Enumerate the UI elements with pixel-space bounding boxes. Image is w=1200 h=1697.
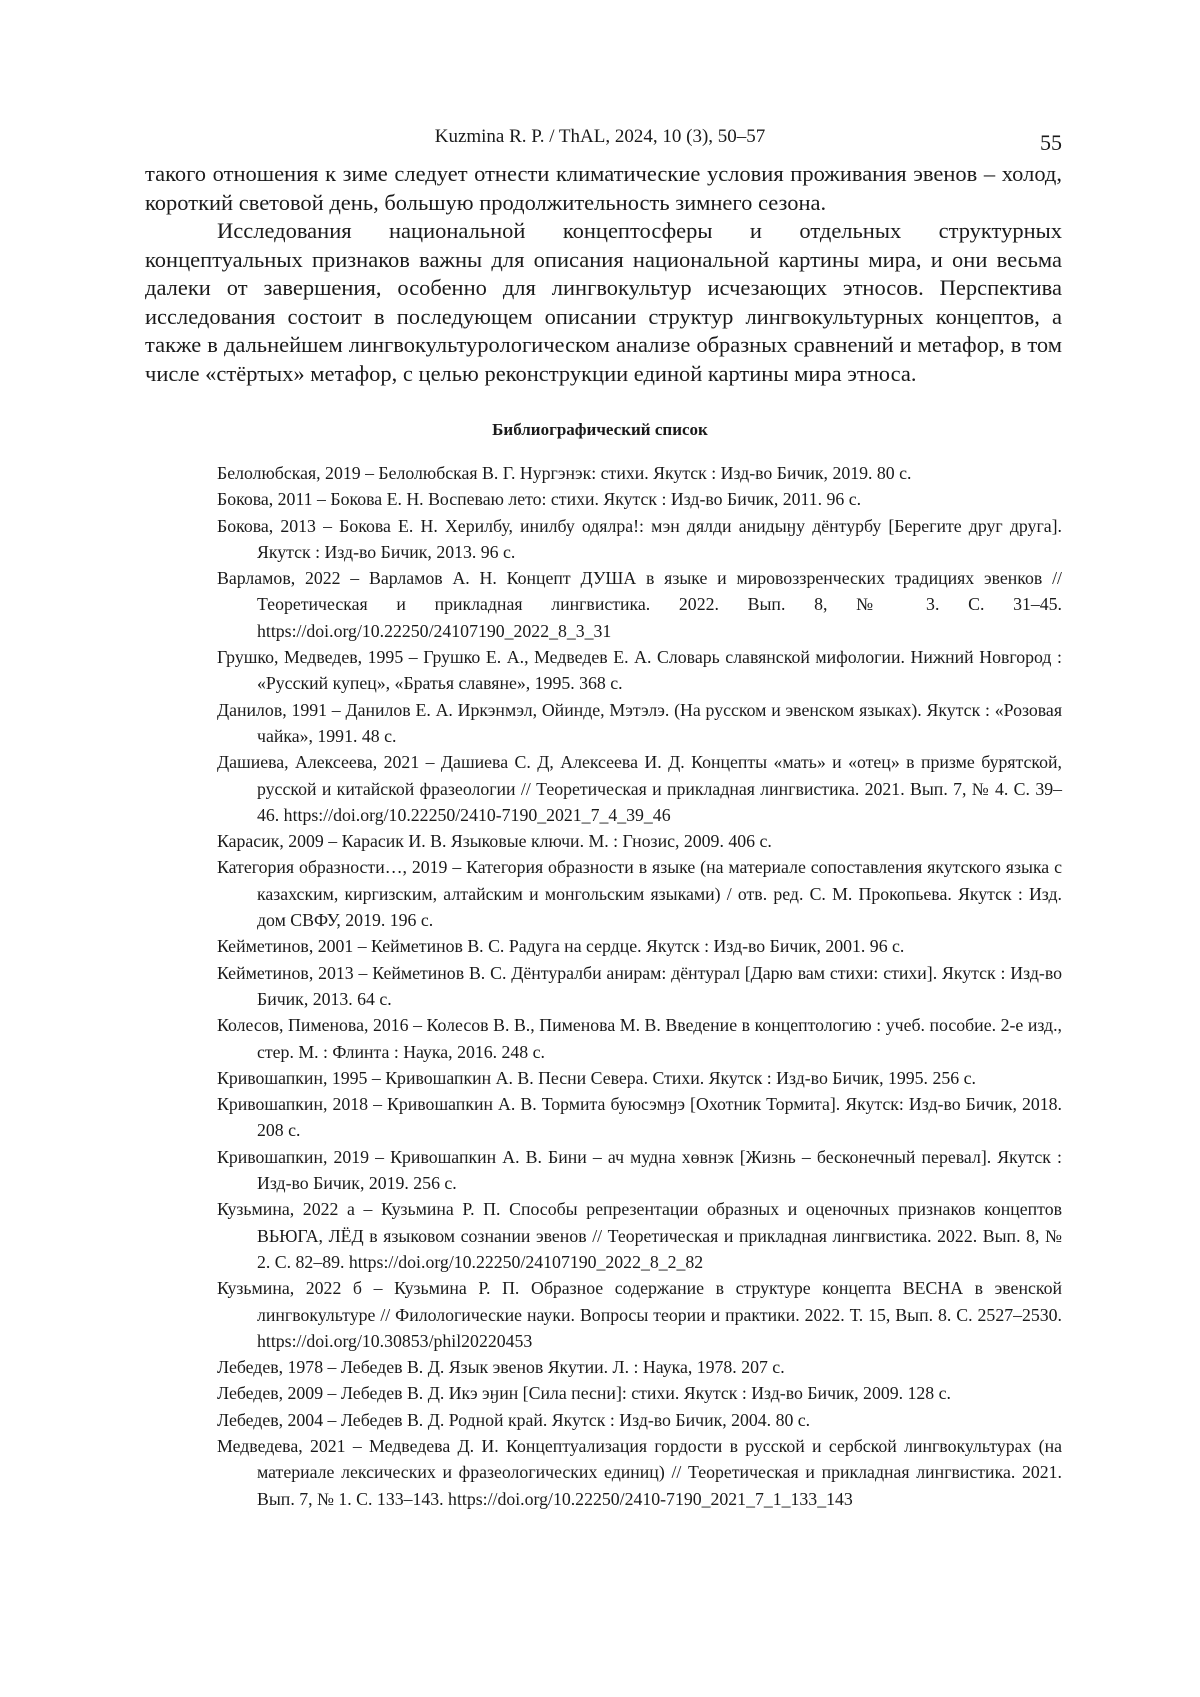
bibliography-entry: Кузьмина, 2022 а – Кузьмина Р. П. Способы репрезентации образных и оценочных признаков концептов ВЬЮГА, ЛЁД в языковом сознании эвенов // Теоретическая и прикладная лингвистика. 2022. Вып. 8, № 2. С. 82–89. https://doi.org/10.22250/24107190_2022_8_2_82: [217, 1199, 1062, 1272]
bibliography-entry: Карасик, 2009 – Карасик И. В. Языковые ключи. М. : Гнозис, 2009. 406 с.: [217, 831, 772, 852]
bibliography-entry: Кривошапкин, 2018 – Кривошапкин А. В. Тормита буюсэмӈэ [Охотник Тормита]. Якутск: Изд-во Бичик, 2018. 208 с.: [217, 1094, 1062, 1141]
paragraph-continued: такого отношения к зиме следует отнести климатические условия проживания эвенов – холод, короткий световой день, большую продолжительность зимнего сезона.: [145, 161, 1062, 215]
bibliography-entry: Колесов, Пименова, 2016 – Колесов В. В., Пименова М. В. Введение в концептологию : учеб. пособие. 2-е изд., стер. М. : Флинта : Наука, 2016. 248 с.: [217, 1015, 1062, 1062]
bibliography-entry: Лебедев, 1978 – Лебедев В. Д. Язык эвенов Якутии. Л. : Наука, 1978. 207 с.: [217, 1357, 785, 1378]
bibliography-entry: Кузьмина, 2022 б – Кузьмина Р. П. Образное содержание в структуре концепта ВЕСНА в эвенской лингвокультуре // Филологические науки. Вопросы теории и практики. 2022. Т. 15, Вып. 8. С. 2527–2530. https://doi.org/10.30853/phil20220453: [217, 1278, 1062, 1351]
bibliography-entry: Дашиева, Алексеева, 2021 – Дашиева С. Д, Алексеева И. Д. Концепты «мать» и «отец» в призме бурятской, русской и китайской фразеологии // Теоретическая и прикладная лингвистика. 2021. Вып. 7, № 4. С. 39–46. https://doi.org/10.22250/2410-7190_2021_7_4_39_46: [217, 752, 1062, 825]
bibliography-title: Библиографический список: [492, 420, 708, 439]
bibliography-entry: Лебедев, 2009 – Лебедев В. Д. Икэ эӈин [Сила песни]: стихи. Якутск : Изд-во Бичик, 2009. 128 с.: [217, 1383, 951, 1404]
bibliography-entry: Бокова, 2013 – Бокова Е. Н. Херилбу, инилбу одялра!: мэн дялди анидыӈу дёнтурбу [Берегите друг друга]. Якутск : Изд-во Бичик, 2013. 96 с.: [217, 515, 1062, 562]
bibliography-entry: Кривошапкин, 1995 – Кривошапкин А. В. Песни Севера. Стихи. Якутск : Изд-во Бичик, 1995. 256 с.: [217, 1067, 976, 1088]
bibliography-entry: Бокова, 2011 – Бокова Е. Н. Воспеваю лето: стихи. Якутск : Изд-во Бичик, 2011. 96 с.: [217, 489, 862, 510]
body-text: [145, 160, 1062, 388]
bibliography-entry: Грушко, Медведев, 1995 – Грушко Е. А., Медведев Е. А. Словарь славянской мифологии. Нижний Новгород : «Русский купец», «Братья славяне», 1995. 368 с.: [217, 647, 1062, 694]
bibliography-entry: Лебедев, 2004 – Лебедев В. Д. Родной край. Якутск : Изд-во Бичик, 2004. 80 с.: [217, 1409, 811, 1430]
bibliography-entry: Кейметинов, 2013 – Кейметинов В. С. Дёнтуралби анирам: дёнтурал [Дарю вам стихи: стихи]. Якутск : Изд-во Бичик, 2013. 64 с.: [217, 962, 1062, 1009]
page-number: 55: [1040, 130, 1062, 155]
bibliography-entry: Медведева, 2021 – Медведева Д. И. Концептуализация гордости в русской и сербской лингвокультурах (на материале лексических и фразеологических единиц) // Теоретическая и прикладная лингвистика. 2021. Вып. 7, № 1. С. 133–143. https://doi.org/10.22250/2410-7190_2021_7_1_133_143: [217, 1435, 1062, 1509]
bibliography-entry: Данилов, 1991 – Данилов Е. А. Иркэнмэл, Ойинде, Мэтэлэ. (На русском и эвенском языках). Якутск : «Розовая чайка», 1991. 48 с.: [217, 699, 1062, 746]
paragraph-conclusion: Исследования национальной концептосферы и отдельных структурных концептуальных признаков важны для описания национальной картины мира, и они весьма далеки от завершения, особенно для лингвокультур исчезающих этносов. Перспектива исследования состоит в последующем описании структур лингвокультурных концептов, а также в дальнейшем лингвокультурологическом анализе образных сравнений и метафор, в том числе «стёртых» метафор, с целью реконструкции единой картины мира этноса.: [145, 218, 1062, 386]
bibliography-entry: Белолюбская, 2019 – Белолюбская В. Г. Нургэнэк: стихи. Якутск : Изд-во Бичик, 2019. 80 с.: [217, 463, 912, 483]
bibliography-entry: Кривошапкин, 2019 – Кривошапкин А. В. Бини – ач мудна хөвнэк [Жизнь – бесконечный перевал]. Якутск : Изд-во Бичик, 2019. 256 с.: [217, 1146, 1062, 1194]
bibliography-entry: Кейметинов, 2001 – Кейметинов В. С. Радуга на сердце. Якутск : Изд-во Бичик, 2001. 96 с.: [217, 936, 905, 957]
bibliography-list: [217, 460, 1062, 1512]
running-header: Kuzmina R. P. / ThAL, 2024, 10 (3), 50–57: [434, 126, 766, 147]
bibliography-entry: Варламов, 2022 – Варламов А. Н. Концепт ДУША в языке и мировоззренческих традициях эвенков // Теоретическая и прикладная лингвистика. 2022. Вып. 8, № 3. С. 31–45. https://doi.org/10.22250/24107190_2022_8_3_31: [217, 568, 1062, 641]
bibliography-entry: Категория образности…, 2019 – Категория образности в языке (на материале сопоставления якутского языка с казахским, киргизским, алтайским и монгольским языками) / отв. ред. С. М. Прокопьева. Якутск : Изд. дом СВФУ, 2019. 196 с.: [217, 857, 1062, 931]
